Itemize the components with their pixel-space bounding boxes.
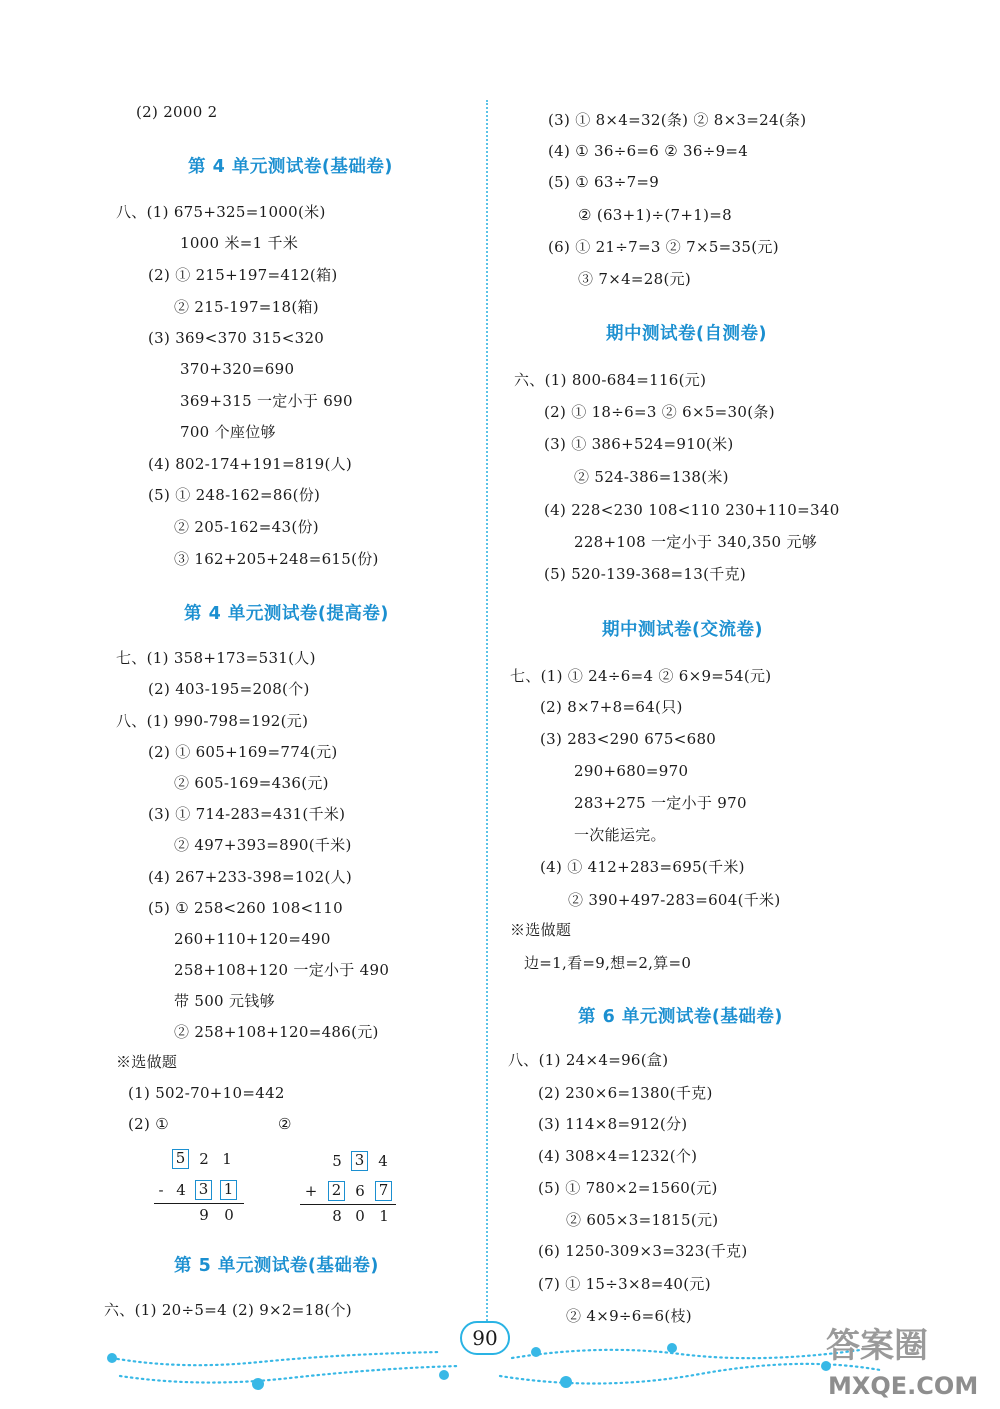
answer-line: 带 500 元钱够 [174,992,275,1010]
answer-line: (4) ① 36÷6=6 ② 36÷9=4 [548,142,749,160]
answer-line: ② 605×3=1815(元) [566,1211,719,1229]
answer-line: 260+110+120=490 [174,930,331,948]
answer-line: 1000 米=1 千米 [180,234,299,252]
answer-line: ② 4×9÷6=6(枝) [566,1307,692,1325]
answer-line: (5) ① 63÷7=9 [548,173,660,191]
section-heading: 第 4 单元测试卷(提高卷) [184,604,389,624]
answer-line: ② 524-386=138(米) [574,468,729,486]
answer-line: 290+680=970 [574,762,689,780]
digit: 0 [224,1206,234,1224]
answer-line: (4) 802-174+191=819(人) [148,455,353,473]
watermark-site: MXQE.COM [828,1372,979,1400]
answer-line: 228+108 一定小于 340,350 元够 [574,533,818,551]
answer-line: (4) 267+233-398=102(人) [148,868,353,886]
answer-line: (4) 228<230 108<110 230+110=340 [544,501,840,519]
column-divider [486,100,488,1325]
answer-line: 六、(1) 800-684=116(元) [514,371,707,389]
section-heading: 期中测试卷(交流卷) [602,620,763,640]
answer-line: (5) ① 258<260 108<110 [148,899,343,917]
answer-line: (3) 369<370 315<320 [148,329,325,347]
digit: 4 [176,1181,186,1199]
digit: 5 [332,1152,342,1170]
operator-sign: - [158,1181,164,1199]
digit: 8 [332,1207,342,1225]
page-number: 90 [460,1321,510,1355]
section-heading: 期中测试卷(自测卷) [606,324,767,344]
answer-line: (5) ① 248-162=86(份) [148,486,321,504]
operator-sign: + [304,1182,318,1200]
digit: 4 [378,1152,388,1170]
answer-line: ② 205-162=43(份) [174,518,319,536]
answer-line: ② (63+1)÷(7+1)=8 [578,206,732,224]
section-heading: 第 4 单元测试卷(基础卷) [188,157,393,177]
answer-line: 700 个座位够 [180,423,276,441]
answer-line: (7) ① 15÷3×8=40(元) [538,1275,711,1293]
answer-line: (6) 1250-309×3=323(千克) [538,1242,748,1260]
watermark-logo: 答案圈 [826,1326,928,1366]
digit-box: 2 [328,1181,345,1201]
answer-line: ② 390+497-283=604(千米) [568,891,781,909]
answer-line: (2) 8×7+8=64(只) [540,698,683,716]
answer-line: (3) 114×8=912(分) [538,1115,688,1133]
digit: 0 [355,1207,365,1225]
answer-line: (3) ① 8×4=32(条) ② 8×3=24(条) [548,111,807,129]
digit-box: 5 [172,1149,189,1169]
digit-box: 1 [220,1180,237,1200]
answer-line: (2) 2000 2 [136,103,218,121]
answer-line: 369+315 一定小于 690 [180,392,353,410]
answer-line: ② 605-169=436(元) [174,774,329,792]
sum-rule [300,1204,396,1205]
answer-line: ② 258+108+120=486(元) [174,1023,379,1041]
answer-line: (5) ① 780×2=1560(元) [538,1179,718,1197]
section-heading: 第 5 单元测试卷(基础卷) [174,1256,379,1276]
answer-line: (5) 520-139-368=13(千克) [544,565,747,583]
answer-line: (2) ① 605+169=774(元) [148,743,338,761]
section-heading: 第 6 单元测试卷(基础卷) [578,1007,783,1027]
digit: 6 [355,1182,365,1200]
answer-line: 283+275 一定小于 970 [574,794,747,812]
answer-line: (2) ① [128,1115,169,1133]
answer-line: ② 497+393=890(千米) [174,836,352,854]
answer-line: 七、(1) 358+173=531(人) [116,649,316,667]
answer-line: 六、(1) 20÷5=4 (2) 9×2=18(个) [104,1301,352,1319]
digit-box: 3 [195,1180,212,1200]
answer-line: ③ 162+205+248=615(份) [174,550,379,568]
answer-line: ② [278,1115,292,1133]
answer-line: (4) ① 412+283=695(千米) [540,858,745,876]
answer-line: 258+108+120 一定小于 490 [174,961,390,979]
digit: 1 [379,1207,389,1225]
digit: 9 [199,1206,209,1224]
digit-box: 7 [375,1181,392,1201]
digit: 2 [199,1150,209,1168]
optional-label: ※选做题 [116,1053,178,1071]
optional-label: ※选做题 [510,921,572,939]
digit-box: 3 [351,1151,368,1171]
digit: 1 [222,1150,232,1168]
answer-line: 边=1,看=9,想=2,算=0 [524,954,692,972]
answer-line: 八、(1) 24×4=96(盒) [508,1051,669,1069]
answer-line: (6) ① 21÷7=3 ② 7×5=35(元) [548,238,779,256]
answer-line: 370+320=690 [180,360,295,378]
answer-line: (3) 283<290 675<680 [540,730,717,748]
answer-line: (3) ① 714-283=431(千米) [148,805,346,823]
answer-line: (2) 230×6=1380(千克) [538,1084,713,1102]
answer-line: (4) 308×4=1232(个) [538,1147,698,1165]
answer-line: (3) ① 386+524=910(米) [544,435,734,453]
answer-line: (2) ① 18÷6=3 ② 6×5=30(条) [544,403,775,421]
answer-line: 八、(1) 675+325=1000(米) [116,203,326,221]
sum-rule [154,1203,244,1204]
answer-line: 一次能运完。 [574,826,666,844]
answer-line: (1) 502-70+10=442 [128,1084,285,1102]
answer-line: (2) 403-195=208(个) [148,680,310,698]
answer-line: ② 215-197=18(箱) [174,298,319,316]
answer-line: 七、(1) ① 24÷6=4 ② 6×9=54(元) [510,667,772,685]
answer-line: 八、(1) 990-798=192(元) [116,712,309,730]
answer-line: ③ 7×4=28(元) [578,270,692,288]
answer-line: (2) ① 215+197=412(箱) [148,266,338,284]
